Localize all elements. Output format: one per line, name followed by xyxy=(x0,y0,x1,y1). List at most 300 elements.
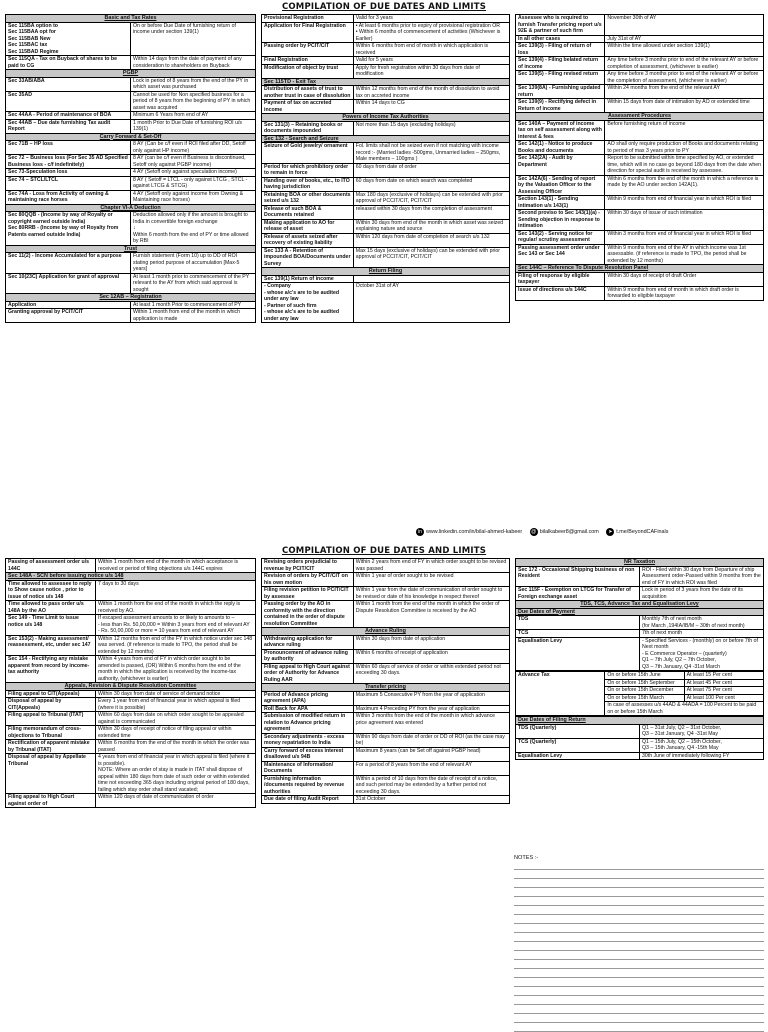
table-row xyxy=(262,143,510,164)
table-row xyxy=(6,559,256,573)
provision-cell: Sec 154 - Rectifying any mistake apparent from record by income-tax authority xyxy=(6,656,96,683)
limit-cell: 4 AY (Setoff only against income from Owning & Maintaining race horses) xyxy=(131,190,256,204)
section-header-row xyxy=(516,601,764,609)
provision-cell: Sec 142(2A) - Audit by Department xyxy=(516,155,605,176)
table-row xyxy=(6,601,256,615)
provision-cell: Filing memorandum of cross-objections to Tribunal xyxy=(6,726,96,740)
provision-cell: Sec 74 – STCL/LTCL xyxy=(6,176,131,190)
page-title-bottom: COMPILATION OF DUE DATES AND LIMITS xyxy=(281,546,487,556)
limit-cell: 30th June of immediately following FY xyxy=(640,752,764,760)
limit-cell: Apply for fresh registration within 30 days from date of modification xyxy=(353,64,509,78)
provision-cell: Assessee who is required to furnish Transfer pricing report u/s 92E & partner of such firm xyxy=(516,15,605,36)
table-row xyxy=(262,275,510,283)
provision-cell: Sec 143(2) - Serving notice for regular/ scrutiny assessment xyxy=(516,230,605,244)
limit-cell: Max 180 days (exclusive of holidays) can be extended with prior approval of PCCIT/CIT, PCIT/CIT xyxy=(353,191,509,205)
provision-cell: Sec 133 A - Retention of impounded BOA/Documents under Survey xyxy=(262,247,354,268)
section-header-row xyxy=(6,573,256,581)
section-header: Basic and Tax Rates xyxy=(6,15,256,23)
section-header: Sec 132 - Search and Seizure xyxy=(262,135,510,143)
provision-cell: Sec 139(9) - Rectifying defect in Return of income xyxy=(516,99,605,113)
limit-cell: Within 1 year from the date of communication of order sought to be revised or date of his knowledge in respect thereof xyxy=(353,587,509,601)
table-row xyxy=(516,244,764,265)
limit-cell: Not more than 15 days (excluding holidays) xyxy=(353,121,509,135)
provision-cell: TDS (Quarterly) xyxy=(516,724,640,738)
provision-cell: Sec 142A(6) - Sending of report by the Valuation Officer to the Assessing Officer xyxy=(516,175,605,196)
limit-cell: Max 15 days (exclusive of holidays) can be extended with prior approval of PCCIT/CIT, PCIT/CIT xyxy=(353,247,509,268)
limit-cell: 7th of next month xyxy=(640,630,764,638)
table-row xyxy=(6,155,256,169)
section-header: Chapter VI-A Deduction xyxy=(6,204,256,212)
provision-cell: Disposal of appeal by Appellate Tribunal xyxy=(6,754,96,794)
table-row xyxy=(6,169,256,177)
section-header: Transfer pricing xyxy=(262,684,510,692)
section-header-row xyxy=(262,628,510,636)
telegram-icon: ➤ xyxy=(608,528,613,535)
provision-cell: Sec 139(3) - Filing of return of loss xyxy=(516,43,605,57)
section-header: TDS, TCS, Advance Tax and Equalisation Levy xyxy=(516,601,764,609)
limit-cell: Lock in period of 3 years from the date of its acquisition xyxy=(640,587,764,601)
table-row xyxy=(516,43,764,57)
provision-cell: Passing order by the AO in conformity with the direction contained in the order of dispute resolution Committee xyxy=(262,601,354,628)
table-row xyxy=(262,713,510,734)
provision-cell: Time allowed to pass order u/s 148A by the AO xyxy=(6,601,96,615)
section-header-row xyxy=(6,133,256,141)
table-row xyxy=(6,91,256,112)
table-row xyxy=(262,177,510,191)
provision-cell: Filing appeal to High Court against order of Authority for Advance Ruling AAR xyxy=(262,663,354,684)
table-row xyxy=(6,726,256,740)
section-header: PGBP xyxy=(6,70,256,78)
p1-col2 xyxy=(261,14,510,524)
limit-cell: Within the time allowed under section 139(1) xyxy=(605,43,764,57)
provision-cell: Carry forward of excess interest disallowed u/s 94B xyxy=(262,747,354,761)
note-line[interactable] xyxy=(514,1005,764,1014)
limit-cell: Report to be submitted within time specified by AO, or extended time, which will in no case go beyond 180 days from the date when direction for special audit is received by assessee. xyxy=(605,155,764,176)
provision-cell: Time allowed to assessee to reply to Show cause notice , prior to issue of notice u/s 148 xyxy=(6,580,96,601)
table-row xyxy=(516,155,764,176)
due-date-table xyxy=(261,14,510,323)
note-line[interactable] xyxy=(514,915,764,924)
note-line[interactable] xyxy=(514,969,764,978)
due-date-table xyxy=(261,558,510,804)
table-row xyxy=(6,253,256,274)
table-row xyxy=(6,112,256,120)
provision-cell: Sec 142(1) - Notice to produce Books and documents xyxy=(516,141,605,155)
table-row xyxy=(262,747,510,761)
section-header-row xyxy=(262,78,510,86)
note-line[interactable] xyxy=(514,861,764,870)
provision-cell: Withdrawing application for advance ruling xyxy=(262,635,354,649)
table-row xyxy=(6,273,256,294)
table-row xyxy=(262,691,510,705)
table-row xyxy=(262,15,510,23)
table-row xyxy=(6,212,256,246)
provision-cell: Sec 10(23C) Application for grant of approval xyxy=(6,273,131,294)
due-date-table xyxy=(5,558,256,808)
email-link[interactable]: bilalkabeer8@gmail.com xyxy=(539,529,599,535)
limit-cell: Within 1 year of order sought to be revised xyxy=(353,573,509,587)
provision-cell: Revision of orders by PCIT/CIT on his own motion xyxy=(262,573,354,587)
notes-lines[interactable] xyxy=(514,861,764,1032)
limit-cell: Lock in period of 8 years from the end of the PY in which asset was purchased xyxy=(131,77,256,91)
limit-cell: July 31st of AY xyxy=(605,35,764,43)
table-row xyxy=(516,566,764,587)
note-line[interactable] xyxy=(514,870,764,879)
limit-cell: AO shall only require production of Books and documents relating to period of max 3 years prior to PY xyxy=(605,141,764,155)
section-header-row xyxy=(6,245,256,253)
due-date-table xyxy=(5,14,256,323)
advance-tax-what: At least 100 Per cent xyxy=(684,694,763,702)
table-row xyxy=(516,35,764,43)
due-date-table xyxy=(515,716,764,760)
note-line[interactable] xyxy=(514,897,764,906)
table-row xyxy=(6,176,256,190)
table-row xyxy=(516,286,764,300)
section-header-row xyxy=(6,294,256,302)
section-header-row xyxy=(6,683,256,691)
due-date-table xyxy=(515,558,764,671)
provision-cell: Sec 80QQB - (Income by way of Royalty or copyright earned outside India) Sec 80RRB - (Income by way of Royalty from Patents earned outside India) xyxy=(6,212,131,246)
section-header-row xyxy=(516,559,764,567)
provision-cell: Modification of object by trust xyxy=(262,64,354,78)
note-line[interactable] xyxy=(514,933,764,942)
limit-cell: Within 1 month from the end of the month in which the reply is received by AO. xyxy=(96,601,256,615)
provision-cell: Seizure of Gold jewelry/ ornament xyxy=(262,143,354,164)
limit-cell: Before furnishing return of income xyxy=(605,120,764,141)
section-header: Appeals, Revision & Dispute Resolution Committee xyxy=(6,683,256,691)
telegram-link[interactable]: t.me/BeyondCAFinals xyxy=(616,529,669,535)
limit-cell: Within 9 months from end of month in which draft order is forwarded to eligible taxpayer xyxy=(605,286,764,300)
table-row xyxy=(516,210,764,231)
advance-tax-what: At least 75 Per cent xyxy=(684,687,763,695)
table-row xyxy=(262,247,510,268)
provision-cell: Due date of filing Audit Report xyxy=(262,796,354,804)
provision-cell: Provisional Registration xyxy=(262,15,354,23)
table-row xyxy=(6,190,256,204)
limit-cell: 4 AY (Setoff only against speculation income) xyxy=(131,169,256,177)
table-row xyxy=(516,272,764,286)
section-header-row xyxy=(262,684,510,692)
table-row xyxy=(262,587,510,601)
provision-cell: Filing appeal to CIT(Appeals) xyxy=(6,690,96,698)
note-line[interactable] xyxy=(514,1014,764,1023)
table-row xyxy=(516,637,764,671)
limit-cell: 8 AY ( Setoff = LTCL - only against LTCG , STCL - against LTCG & STCG) xyxy=(131,176,256,190)
provision-cell: Sec 139(4) - Filing belated return of income xyxy=(516,57,605,71)
limit-cell: For a period of 8 years from the end of relevant AY xyxy=(353,761,509,775)
limit-cell xyxy=(353,275,509,283)
table-row xyxy=(516,724,764,738)
limit-cell: 1 month Prior to Due Date of furnishing ROI u/s 139(1) xyxy=(131,119,256,133)
advance-tax-what: At least 45 Per cent xyxy=(684,679,763,687)
table-row xyxy=(262,191,510,205)
table-row xyxy=(516,99,764,113)
provision-cell: Secondary adjustments - excess money repatriation to India xyxy=(262,733,354,747)
section-header-row xyxy=(6,204,256,212)
provision-cell: Disposal of appeal by CIT(Appeals) xyxy=(6,698,96,712)
note-line[interactable] xyxy=(514,978,764,987)
provision-cell: Release of such BOA & Documents retained xyxy=(262,205,354,219)
table-row xyxy=(6,740,256,754)
limit-cell: Within 30 days from date of application xyxy=(353,635,509,649)
note-line[interactable] xyxy=(514,951,764,960)
limit-cell: Within 120 days of date of communication of order xyxy=(96,794,256,808)
provision-cell: Filing appeal to Tribunal (ITAT) xyxy=(6,712,96,726)
table-row xyxy=(516,196,764,210)
provision-cell: Sec 11(2) - Income Accumulated for a purpose xyxy=(6,253,131,274)
section-header-row xyxy=(516,717,764,725)
table-row xyxy=(262,283,510,323)
provision-cell: Sec 139(1) Return of income xyxy=(262,275,354,283)
limit-cell: Minimum 6 Years from end of AY xyxy=(131,112,256,120)
table-row xyxy=(516,752,764,760)
provision-cell: Issue of directions u/s 144C xyxy=(516,286,605,300)
table-row xyxy=(6,580,256,601)
p1-col3 xyxy=(515,14,764,524)
table-row xyxy=(6,119,256,133)
table-row xyxy=(516,141,764,155)
provision-cell: Sec 44AA - Period of maintenance of BOA xyxy=(6,112,131,120)
provision-cell: Release of assets seized after recovery of existing liability xyxy=(262,233,354,247)
limit-cell: Within 9 months from end of financial year in which ROI is filed xyxy=(605,196,764,210)
provision-cell: In all other cases xyxy=(516,35,605,43)
limit-cell: Fol. limits shall not be seized even if not matching with income record :- (Married ladies -500gms, Unmarried ladies – 250gms, Male members – 100gms ) xyxy=(353,143,509,164)
table-row xyxy=(6,754,256,794)
note-line[interactable] xyxy=(514,879,764,888)
provision-cell: Revising orders prejudicial to revenue by PCIT/CIT xyxy=(262,559,354,573)
note-line[interactable] xyxy=(514,996,764,1005)
provision-cell: Rectification of apparent mistake by Tribunal (ITAT) xyxy=(6,740,96,754)
provision-cell: Sec 115BA option to Sec 115BAA opt for Sec 115BAB New Sec 115BAC tax Sec 115BAD Regime xyxy=(6,22,131,56)
provision-cell: Sec 131(3) – Retaining books or documents impounded xyxy=(262,121,354,135)
provision-cell: Passing order by PCIT/CIT xyxy=(262,43,354,57)
limit-cell: Within 120 days from date of completion of search u/s 132 xyxy=(353,233,509,247)
limit-cell: Within 30 days from date of service of demand notice xyxy=(96,690,256,698)
limit-cell: Valid for 3 years xyxy=(353,15,509,23)
provision-cell: Furnishing information /documents required by revenue authorities xyxy=(262,775,354,796)
section-header: Due Dates of Filing Return xyxy=(516,717,764,725)
limit-cell: Within 60 days from date on which order sought to be appealed against is communicated xyxy=(96,712,256,726)
table-row xyxy=(262,233,510,247)
table-row xyxy=(262,22,510,43)
limit-cell: ROI - Filed within 30 days from Departure of ship Assessment order-Passed within 9 months from the end of FY in which ROI was filed xyxy=(640,566,764,587)
limit-cell: Within 1 month from end of the month in which application is made xyxy=(131,309,256,323)
section-header-row xyxy=(262,114,510,122)
provision-cell: TDS xyxy=(516,616,640,630)
limit-cell: Within 9 months from end of the AY in which income was 1st assessable. (if reference is made to TPO, the period shall be extended by 12 months) xyxy=(605,244,764,265)
provision-cell: Sec 44AB – Due date furnishing Tax audit Report xyxy=(6,119,131,133)
provision-cell: Final Registration xyxy=(262,57,354,65)
table-row xyxy=(516,57,764,71)
table-row xyxy=(262,761,510,775)
provision-cell: - Company - whose a/c's are to be audited under any law - Partner of such firm - whose a/c's are to be audited under any law xyxy=(262,283,354,323)
table-row xyxy=(516,175,764,196)
table-row xyxy=(6,712,256,726)
table-row xyxy=(516,71,764,85)
limit-cell: Cannot be used for Non specified business for a period of 8 years from the beginning of PY in which asset was acquired xyxy=(131,91,256,112)
provision-cell: Sec 140A – Payment of income tax on self assessment along with interest & fees xyxy=(516,120,605,141)
section-header: Powers of Income Tax Authorities xyxy=(262,114,510,122)
limit-cell: Within 6 months from end of month in which application is received xyxy=(353,43,509,57)
table-row xyxy=(262,86,510,100)
section-header-row xyxy=(262,268,510,276)
provision-cell: Filing of response by eligible taxpayer xyxy=(516,272,605,286)
limit-cell: At least 1 month Prior to commencement of PY xyxy=(131,301,256,309)
section-header-row xyxy=(516,265,764,273)
section-header-row xyxy=(6,70,256,78)
advance-tax-what: At least 15 Per cent xyxy=(684,672,763,680)
linkedin-link[interactable]: www.linkedin.com/in/bilal-ahmed-kabeer xyxy=(426,529,523,535)
provision-cell: Granting approval by PCIT/CIT xyxy=(6,309,131,323)
limit-cell: 60 days from date of order xyxy=(353,163,509,177)
provision-cell: Sec 33AB/ABA xyxy=(6,77,131,91)
table-row xyxy=(6,56,256,70)
limit-cell: Within 24 months from the end of the relevant AY xyxy=(605,85,764,99)
section-header: NR Taxation xyxy=(516,559,764,567)
limit-cell: Within 12 months from end of the month of dissolution to avoid tax on accreted income xyxy=(353,86,509,100)
limit-cell: Within 30 days of receipt of draft Order xyxy=(605,272,764,286)
linkedin-icon: in xyxy=(416,528,424,536)
section-header: Sec 12AB – Registration xyxy=(6,294,256,302)
limit-cell: - Specified Services - (monthly) on or before 7th of Next month - E Commerce Operator – (quarterly) Q1 – 7th July, Q2 – 7th October, Q3 – 7th January, Q4 -31st March xyxy=(640,637,764,671)
table-row xyxy=(6,615,256,636)
table-row xyxy=(516,230,764,244)
section-header: Sec 115TD - Exit Tax xyxy=(262,78,510,86)
page-title-top: COMPILATION OF DUE DATES AND LIMITS xyxy=(281,2,487,12)
note-line[interactable] xyxy=(514,924,764,933)
provision-cell: Submission of modified return in relation to Advance pricing agreement xyxy=(262,713,354,734)
note-line[interactable] xyxy=(514,888,764,897)
note-line[interactable] xyxy=(514,1023,764,1032)
table-row xyxy=(262,796,510,804)
limit-cell: Within 90 days from date of order or DD of ROI (as the case may be) xyxy=(353,733,509,747)
advance-tax-when: On or before 15th December xyxy=(605,687,684,695)
note-line[interactable] xyxy=(514,987,764,996)
table-row xyxy=(6,656,256,683)
section-header-row xyxy=(262,135,510,143)
limit-cell: Within 3 months from the end of the month in which advance price agreement was entered xyxy=(353,713,509,734)
provision-cell: Application for Final Registration xyxy=(262,22,354,43)
table-row xyxy=(262,649,510,663)
provision-cell: Equalisation Levy xyxy=(516,752,640,760)
advance-tax-when: On or before 15th June xyxy=(605,672,684,680)
table-row xyxy=(262,663,510,684)
provision-cell: Sec 72 – Business loss (For Sec 35 AD Specified Business loss - c/f indefinitely) xyxy=(6,155,131,169)
section-header-row xyxy=(6,15,256,23)
limit-cell: Maximum 8 years (can be Set off against PGBP head) xyxy=(353,747,509,761)
limit-cell: Maximum 5 Consecutive PY from the year of application xyxy=(353,691,509,705)
provision-cell: TCS (Quarterly) xyxy=(516,738,640,752)
table-row xyxy=(262,205,510,219)
provision-cell: Payment of tax on accreted income xyxy=(262,100,354,114)
provision-cell: Filing appeal to High Court against order of xyxy=(6,794,96,808)
provision-cell: Section 143(1) - Sending intimation u/s 143(1) xyxy=(516,196,605,210)
table-row xyxy=(6,309,256,323)
limit-cell: At least 1 month prior to commencement of the PY relevant to the AY from which said approval is sought xyxy=(131,273,256,294)
table-row xyxy=(262,635,510,649)
limit-cell: 8 AY (Can be c/f even if ROI filed after DD, Setoff only against HP income) xyxy=(131,141,256,155)
table-row xyxy=(262,219,510,233)
email-icon: @ xyxy=(531,528,537,535)
table-row xyxy=(262,121,510,135)
table-row xyxy=(516,15,764,36)
section-header: Return Filing xyxy=(262,268,510,276)
note-line[interactable] xyxy=(514,942,764,951)
limit-cell: Within 6 months from the end of the month in which the order was passed xyxy=(96,740,256,754)
table-row xyxy=(262,64,510,78)
table-row xyxy=(516,587,764,601)
table-row xyxy=(516,85,764,99)
table-row xyxy=(516,616,764,630)
table-row xyxy=(516,630,764,638)
provision-cell: Sec 115QA - Tax on Buyback of shares to be paid to CG xyxy=(6,56,131,70)
section-header: Sec 148A - SCN before issuing notice u/s 148 xyxy=(6,573,256,581)
table-row xyxy=(6,22,256,56)
provision-cell: Second proviso to Sec 143(1)(a) - Sending objection in response to intimation xyxy=(516,210,605,231)
table-row xyxy=(6,794,256,808)
section-header: Due Dates of Payment xyxy=(516,608,764,616)
limit-cell: If escaped assessment amounts to or likely to amounts to – - less than Rs. 50,00,000 = Within 3 years from end of relevant AY - Rs. 50,00,000 or more = 10 years from end of relevant AY xyxy=(96,615,256,636)
provision-cell: Retaining BOA or other documents seized u/s 132 xyxy=(262,191,354,205)
note-line[interactable] xyxy=(514,960,764,969)
p1-col1 xyxy=(5,14,256,524)
note-line[interactable] xyxy=(514,906,764,915)
limit-cell: Within 3 months from end of financial year in which ROI is filed xyxy=(605,230,764,244)
provision-cell: Sec 73-Speculation loss xyxy=(6,169,131,177)
provision-cell: Sec 115F - Exemption on LTCG for Transfer of Foreign exchange asset xyxy=(516,587,640,601)
limit-cell: Within 15 days from date of intimation by AO or extended time xyxy=(605,99,764,113)
p2-col2 xyxy=(261,558,510,1024)
limit-cell: 8 AY (can be c/f even if Business is discontinued, Setoff only against PGBP income) xyxy=(131,155,256,169)
limit-cell: 7 days to 30 days xyxy=(96,580,256,601)
limit-cell: Within 1 month from end of the month in which acceptance is received or period of filing objections u/s 144C expires xyxy=(96,559,256,573)
provision-cell: Period for which prohibitory order to remain in force xyxy=(262,163,354,177)
limit-cell: 4 years from end of financial year in which appeal is filed (where it is possible). NOTE: Where an order of stay is made in ITAT shall dispose of appeal within 180 days from date of such order or within extended time not exceeding 365 days including original period of 180 days, failing which stay order shall stand vacated; xyxy=(96,754,256,794)
provision-cell: Handing over of books, etc., to ITO having jurisdiction xyxy=(262,177,354,191)
advance-tax-label: Advance Tax xyxy=(516,672,605,716)
limit-cell: Monthly 7th of next month (for March ,194IA/IB/M – 30th of next month) xyxy=(640,616,764,630)
table-row xyxy=(262,573,510,587)
provision-cell: Distribution of assets of trust to another trust in case of dissolution xyxy=(262,86,354,100)
provision-cell: TCS xyxy=(516,630,640,638)
limit-cell: On or before Due Date of furnishing return of income under section 139(1) xyxy=(131,22,256,56)
section-header: Assessment Procedures xyxy=(516,113,764,121)
limit-cell: Within 30 days of receipt of notice of filing appeal or within extended time xyxy=(96,726,256,740)
table-row xyxy=(6,77,256,91)
table-row xyxy=(262,43,510,57)
limit-cell: Valid for 5 years xyxy=(353,57,509,65)
provision-cell: Sec 74A - Loss from Activity of owning & maintaining race horses xyxy=(6,190,131,204)
p2-col1 xyxy=(5,558,256,1024)
limit-cell: Within 14 days to CG xyxy=(353,100,509,114)
table-row xyxy=(6,698,256,712)
limit-cell: Within 4 years from end of FY in which order sought to be amended is passed, (OR) Within 6 months from the end of the month in which the application is received by the income-tax authority, (whichever is earlier) xyxy=(96,656,256,683)
section-header-row xyxy=(516,113,764,121)
limit-cell: Q1 – 15th July, Q2 – 15th October, Q3 – 15th January, Q4 -15th May xyxy=(640,738,764,752)
provision-cell: Sec 149 - Time Limit to issue notice u/s 148 xyxy=(6,615,96,636)
limit-cell: Within 1 month from the end of the month in which the order of Dispute Resolution Committee is received by the AO xyxy=(353,601,509,628)
limit-cell: Within 30 days from end of the month in which asset was seized explaining nature and source xyxy=(353,219,509,233)
limit-cell: released within 30 days from the completion of assessment xyxy=(353,205,509,219)
limit-cell: 31st October xyxy=(353,796,509,804)
advance-tax-when: On or before 15th September xyxy=(605,679,684,687)
provision-cell: Passing assessment order under Sec 143 or Sec 144 xyxy=(516,244,605,265)
table-row xyxy=(262,163,510,177)
provision-cell: Pronouncement of advance ruling by authority xyxy=(262,649,354,663)
section-header-row xyxy=(516,608,764,616)
table-row xyxy=(516,738,764,752)
provision-cell: Passing of assessment order u/s 144C xyxy=(6,559,96,573)
